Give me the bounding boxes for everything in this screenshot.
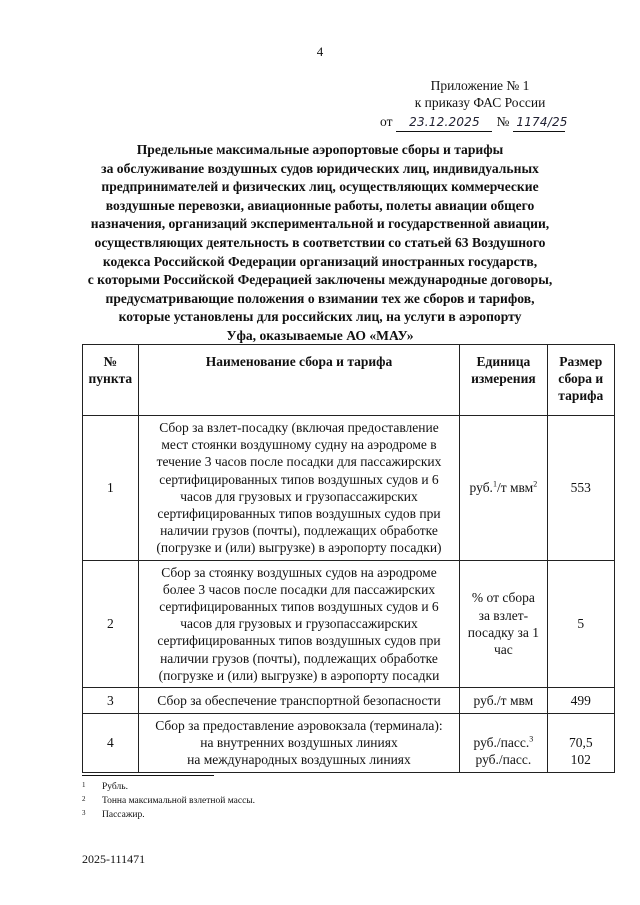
title-line: Предельные максимальные аэропортовые сборы и тарифы bbox=[136, 142, 504, 157]
order-number-handwritten: 1174/25 bbox=[513, 114, 565, 132]
order-from-label: от bbox=[380, 114, 393, 129]
order-date-handwritten: 23.12.2025 bbox=[396, 114, 492, 132]
title-line: за обслуживание воздушных судов юридических лиц, индивидуальных bbox=[101, 160, 539, 176]
fee-unit: руб./пасс.$^3$ руб./пасс. bbox=[460, 714, 547, 773]
fees-table bbox=[82, 344, 615, 773]
title-line: предусматривающие положения о взимании тех же сборов и тарифов, bbox=[105, 290, 535, 306]
title-line: осуществляющих деятельность в соответствии со статьей 63 Воздушного bbox=[94, 234, 546, 250]
title-line: кодекса Российской Федерации организаций иностранных государств, bbox=[102, 253, 538, 269]
title-line: которые установлены для российских лиц, на услуги в аэропорту bbox=[118, 309, 522, 325]
document-title bbox=[80, 141, 560, 346]
footnote: 3 Пассажир. bbox=[82, 809, 145, 820]
footnote: 2 Тонна максимальной взлетной массы. bbox=[82, 795, 256, 806]
header-size: Размер сбора и тарифа bbox=[547, 345, 615, 416]
fee-name: Сбор за стоянку воздушных судов на аэродроме более 3 часов после посадки для пассажирских сертифицированных типов воздушных судов и 6 часов для грузовых и грузопассажирских сертифицированных типов воздушных судов при наличии грузов (почты), подлежащих обработке (погрузке и (или) выгрузке) в аэропорту посадки bbox=[138, 560, 460, 687]
table-row bbox=[83, 416, 615, 561]
row-number: 4 bbox=[83, 714, 139, 773]
fee-size: 5 bbox=[547, 560, 615, 687]
header-unit: Единица измерения bbox=[460, 345, 547, 416]
appendix-block bbox=[380, 77, 580, 132]
page-number: 4 bbox=[316, 44, 324, 59]
title-line: предпринимателей и физических лиц, осуществляющих коммерческие bbox=[101, 179, 539, 195]
footnote: 1 Рубль. bbox=[82, 781, 128, 792]
row-number: 3 bbox=[83, 688, 139, 714]
header-number: № пункта bbox=[83, 345, 139, 416]
footnote-divider bbox=[82, 775, 214, 776]
row-number: 1 bbox=[83, 416, 139, 561]
appendix-order-line bbox=[380, 113, 580, 132]
fee-unit: руб./т мвм bbox=[460, 688, 547, 714]
fee-name: Сбор за взлет-посадку (включая предоставление мест стоянки воздушному судну на аэродроме в течение 3 часов после посадки для пассажирских сертифицированных типов воздушных судов и 6 часов для грузовых и грузопассажирских сертифицированных типов воздушных судов при наличии грузов (почты), подлежащих обработке (погрузке и (или) выгрузке) в аэропорту посадки) bbox=[138, 416, 460, 561]
fee-name: Сбор за предоставление аэровокзала (терминала): на внутренних воздушных линиях на международных воздушных линиях bbox=[138, 714, 460, 773]
appendix-order-ref: к приказу ФАС России bbox=[414, 95, 546, 110]
document-code: 2025-111471 bbox=[82, 852, 146, 866]
fee-name: Сбор за обеспечение транспортной безопасности bbox=[138, 688, 460, 714]
footnotes bbox=[82, 780, 255, 822]
table-row bbox=[83, 560, 615, 687]
fee-size: 553 bbox=[547, 416, 615, 561]
fee-size: 499 bbox=[547, 688, 615, 714]
header-name: Наименование сбора и тарифа bbox=[138, 345, 460, 416]
fee-unit: руб.$^1$/т мвм$^2$ bbox=[460, 416, 547, 561]
title-line: Уфа, оказываемые АО «МАУ» bbox=[226, 327, 414, 343]
appendix-title: Приложение № 1 bbox=[430, 78, 530, 93]
title-line: с которыми Российской Федерацией заключены международные договоры, bbox=[87, 272, 553, 288]
table-row bbox=[83, 688, 615, 714]
title-line: назначения, организаций экспериментальной и государственной авиации, bbox=[90, 216, 550, 232]
table-header-row bbox=[83, 345, 615, 416]
title-line: воздушные перевозки, авиационные работы, полеты авиации общего bbox=[105, 197, 535, 213]
fee-size: 70,5 102 bbox=[547, 714, 615, 773]
table-row bbox=[83, 714, 615, 773]
order-number-label: № bbox=[496, 114, 510, 129]
fee-unit: % от сбора за взлет- посадку за 1 час bbox=[460, 560, 547, 687]
row-number: 2 bbox=[83, 560, 139, 687]
